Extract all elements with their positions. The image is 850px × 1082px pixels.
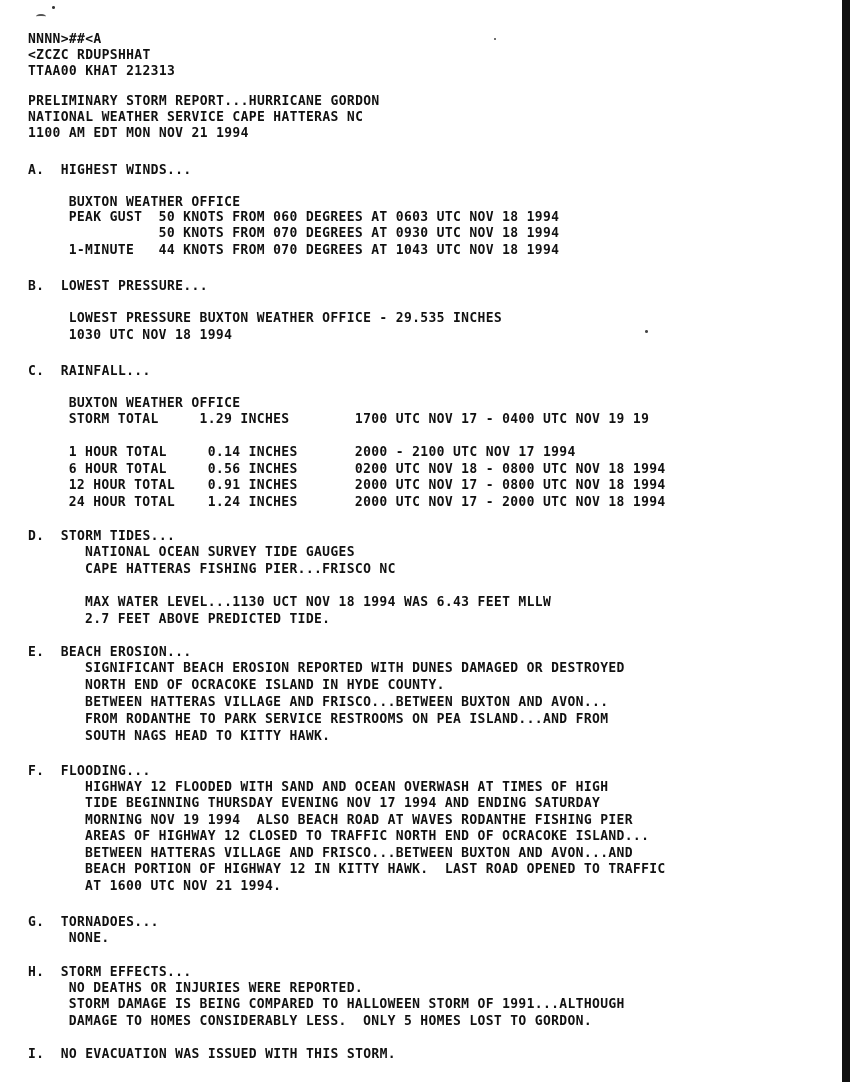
section-d-heading: D. STORM TIDES... xyxy=(28,529,176,544)
tornado-none: NONE. xyxy=(36,931,110,946)
erosion-line: FROM RODANTHE TO PARK SERVICE RESTROOMS ON PEA ISLAND...AND FROM xyxy=(36,712,609,727)
rainfall-row: 1 HOUR TOTAL 0.14 INCHES 2000 - 2100 UTC NOV 17 1994 xyxy=(36,445,576,460)
flooding-line: AT 1600 UTC NOV 21 1994. xyxy=(36,879,282,894)
effects-line: STORM DAMAGE IS BEING COMPARED TO HALLOWEEN STORM OF 1991...ALTHOUGH xyxy=(36,997,625,1012)
effects-line: DAMAGE TO HOMES CONSIDERABLY LESS. ONLY 5 HOMES LOST TO GORDON. xyxy=(36,1014,593,1029)
rainfall-storm-total: STORM TOTAL 1.29 INCHES 1700 UTC NOV 17 - 0400 UTC NOV 19 19 xyxy=(36,412,650,427)
erosion-line: BETWEEN HATTERAS VILLAGE AND FRISCO...BETWEEN BUXTON AND AVON... xyxy=(36,695,609,710)
wind-row: 1-MINUTE 44 KNOTS FROM 070 DEGREES AT 1043 UTC NOV 18 1994 xyxy=(36,243,560,258)
flooding-line: TIDE BEGINNING THURSDAY EVENING NOV 17 1994 AND ENDING SATURDAY xyxy=(36,796,601,811)
section-a-heading: A. HIGHEST WINDS... xyxy=(28,163,192,178)
scan-mark xyxy=(36,14,46,19)
section-e-heading: E. BEACH EROSION... xyxy=(28,645,192,660)
rainfall-row: 12 HOUR TOTAL 0.91 INCHES 2000 UTC NOV 17 - 0800 UTC NOV 18 1994 xyxy=(36,478,666,493)
scan-page-edge xyxy=(842,0,850,1082)
section-b-heading: B. LOWEST PRESSURE... xyxy=(28,279,208,294)
section-a-office: BUXTON WEATHER OFFICE xyxy=(36,195,241,210)
tide-max-level: MAX WATER LEVEL...1130 UCT NOV 18 1994 WAS 6.43 FEET MLLW xyxy=(36,595,552,610)
wind-row: 50 KNOTS FROM 070 DEGREES AT 0930 UTC NOV 18 1994 xyxy=(36,226,560,241)
scan-mark xyxy=(494,38,496,40)
section-c-heading: C. RAINFALL... xyxy=(28,364,151,379)
erosion-line: NORTH END OF OCRACOKE ISLAND IN HYDE COUNTY. xyxy=(36,678,445,693)
section-i-heading: I. NO EVACUATION WAS ISSUED WITH THIS STORM. xyxy=(28,1047,396,1062)
rainfall-row: 24 HOUR TOTAL 1.24 INCHES 2000 UTC NOV 17 - 2000 UTC NOV 18 1994 xyxy=(36,495,666,510)
scan-mark xyxy=(645,330,648,333)
pressure-time: 1030 UTC NOV 18 1994 xyxy=(36,328,233,343)
issuing-office: NATIONAL WEATHER SERVICE CAPE HATTERAS NC xyxy=(28,110,364,125)
scan-mark xyxy=(52,6,55,9)
flooding-line: MORNING NOV 19 1994 ALSO BEACH ROAD AT WAVES RODANTHE FISHING PIER xyxy=(36,813,633,828)
flooding-line: BEACH PORTION OF HIGHWAY 12 IN KITTY HAWK. LAST ROAD OPENED TO TRAFFIC xyxy=(36,862,666,877)
header-line-1: NNNN>##<A xyxy=(28,32,102,47)
header-line-3: TTAA00 KHAT 212313 xyxy=(28,64,176,79)
issue-time: 1100 AM EDT MON NOV 21 1994 xyxy=(28,126,249,141)
flooding-line: AREAS OF HIGHWAY 12 CLOSED TO TRAFFIC NORTH END OF OCRACOKE ISLAND... xyxy=(36,829,650,844)
tide-source: NATIONAL OCEAN SURVEY TIDE GAUGES xyxy=(36,545,355,560)
effects-line: NO DEATHS OR INJURIES WERE REPORTED. xyxy=(36,981,364,996)
erosion-line: SOUTH NAGS HEAD TO KITTY HAWK. xyxy=(36,729,331,744)
erosion-line: SIGNIFICANT BEACH EROSION REPORTED WITH DUNES DAMAGED OR DESTROYED xyxy=(36,661,625,676)
wind-row: PEAK GUST 50 KNOTS FROM 060 DEGREES AT 0603 UTC NOV 18 1994 xyxy=(36,210,560,225)
section-h-heading: H. STORM EFFECTS... xyxy=(28,965,192,980)
pressure-line: LOWEST PRESSURE BUXTON WEATHER OFFICE - 29.535 INCHES xyxy=(36,311,503,326)
flooding-line: BETWEEN HATTERAS VILLAGE AND FRISCO...BETWEEN BUXTON AND AVON...AND xyxy=(36,846,633,861)
header-line-2: <ZCZC RDUPSHHAT xyxy=(28,48,151,63)
tide-location: CAPE HATTERAS FISHING PIER...FRISCO NC xyxy=(36,562,396,577)
flooding-line: HIGHWAY 12 FLOODED WITH SAND AND OCEAN OVERWASH AT TIMES OF HIGH xyxy=(36,780,609,795)
report-title: PRELIMINARY STORM REPORT...HURRICANE GORDON xyxy=(28,94,380,109)
tide-above-predicted: 2.7 FEET ABOVE PREDICTED TIDE. xyxy=(36,612,331,627)
section-c-office: BUXTON WEATHER OFFICE xyxy=(36,396,241,411)
rainfall-row: 6 HOUR TOTAL 0.56 INCHES 0200 UTC NOV 18 - 0800 UTC NOV 18 1994 xyxy=(36,462,666,477)
section-f-heading: F. FLOODING... xyxy=(28,764,151,779)
section-g-heading: G. TORNADOES... xyxy=(28,915,159,930)
